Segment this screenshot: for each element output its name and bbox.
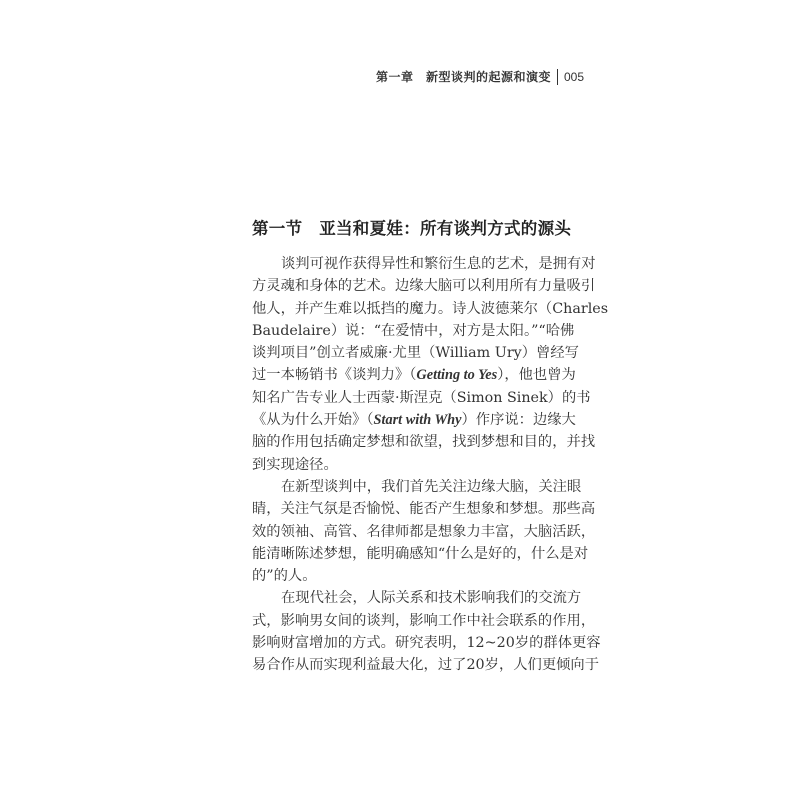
running-head [376,68,584,85]
text-line [252,431,596,453]
text-line [252,610,596,632]
text-line [252,476,582,498]
text-segment: 影响财富增加的方式。研究表明，12~20岁的群体更容 [252,635,601,652]
text-segment: 睛，关注气氛是否愉悦、能否产生想象和梦想。那些高 [252,501,596,518]
text-segment: 《从为什么开始》（ [252,412,374,429]
text-line [252,587,582,609]
italic-title: Getting to Yes [416,367,498,384]
text-segment: 效的领袖、高管、名律师都是想象力丰富，大脑活跃， [252,523,596,540]
text-line [252,364,576,386]
text-line [252,654,600,676]
text-segment: 易合作从而实现利益最大化，过了20岁，人们更倾向于 [252,657,600,674]
text-segment: 谈判项目”创立者威廉·尤里（William Ury）曾经写 [252,345,579,362]
text-line [252,342,579,364]
text-segment: 过一本畅销书《谈判力》（ [252,367,417,384]
text-line [252,632,601,654]
text-segment: ）作序说：边缘大 [461,412,576,429]
text-segment: 他人，并产生难以抵挡的魔力。诗人波德莱尔（Charles [252,300,609,317]
text-segment: 在现代社会，人际关系和技术影响我们的交流方 [281,590,582,607]
chapter-title: 第一章 新型谈判的起源和演变 [375,70,551,84]
text-line [252,387,591,409]
page-number: 005 [563,69,584,84]
text-line [252,543,589,565]
text-line [252,253,596,275]
section-title: 第一节 亚当和夏娃：所有谈判方式的源头 [252,219,572,238]
text-line [252,454,569,476]
text-line [252,498,596,520]
text-segment: 脑的作用包括确定梦想和欲望，找到梦想和目的，并找 [252,434,596,451]
text-line [252,275,596,297]
italic-title: Start with Why [373,412,462,429]
text-segment: 到实现途径。 [252,456,338,473]
text-line [252,320,575,342]
text-line [252,298,609,320]
text-segment: 知名广告专业人士西蒙·斯涅克（Simon Sinek）的书 [252,389,591,406]
text-segment: 能清晰陈述梦想，能明确感知“什么是好的，什么是对 [252,545,589,562]
text-line [252,409,576,431]
body-text [252,253,609,677]
text-line [252,521,596,543]
text-segment: 的”的人。 [252,568,317,585]
text-line [252,565,569,587]
text-segment: Baudelaire）说：“在爱情中，对方是太阳。”“哈佛 [252,322,575,339]
text-segment: 式，影响男女间的谈判，影响工作中社会联系的作用， [252,612,596,629]
text-segment: ），他也曾为 [497,367,576,384]
text-segment: 在新型谈判中，我们首先关注边缘大脑，关注眼 [281,478,582,495]
text-segment: 方灵魂和身体的艺术。边缘大脑可以利用所有力量吸引 [252,278,596,295]
text-segment: 谈判可视作获得异性和繁衍生息的艺术，是拥有对 [281,256,596,272]
header-divider [557,69,558,85]
